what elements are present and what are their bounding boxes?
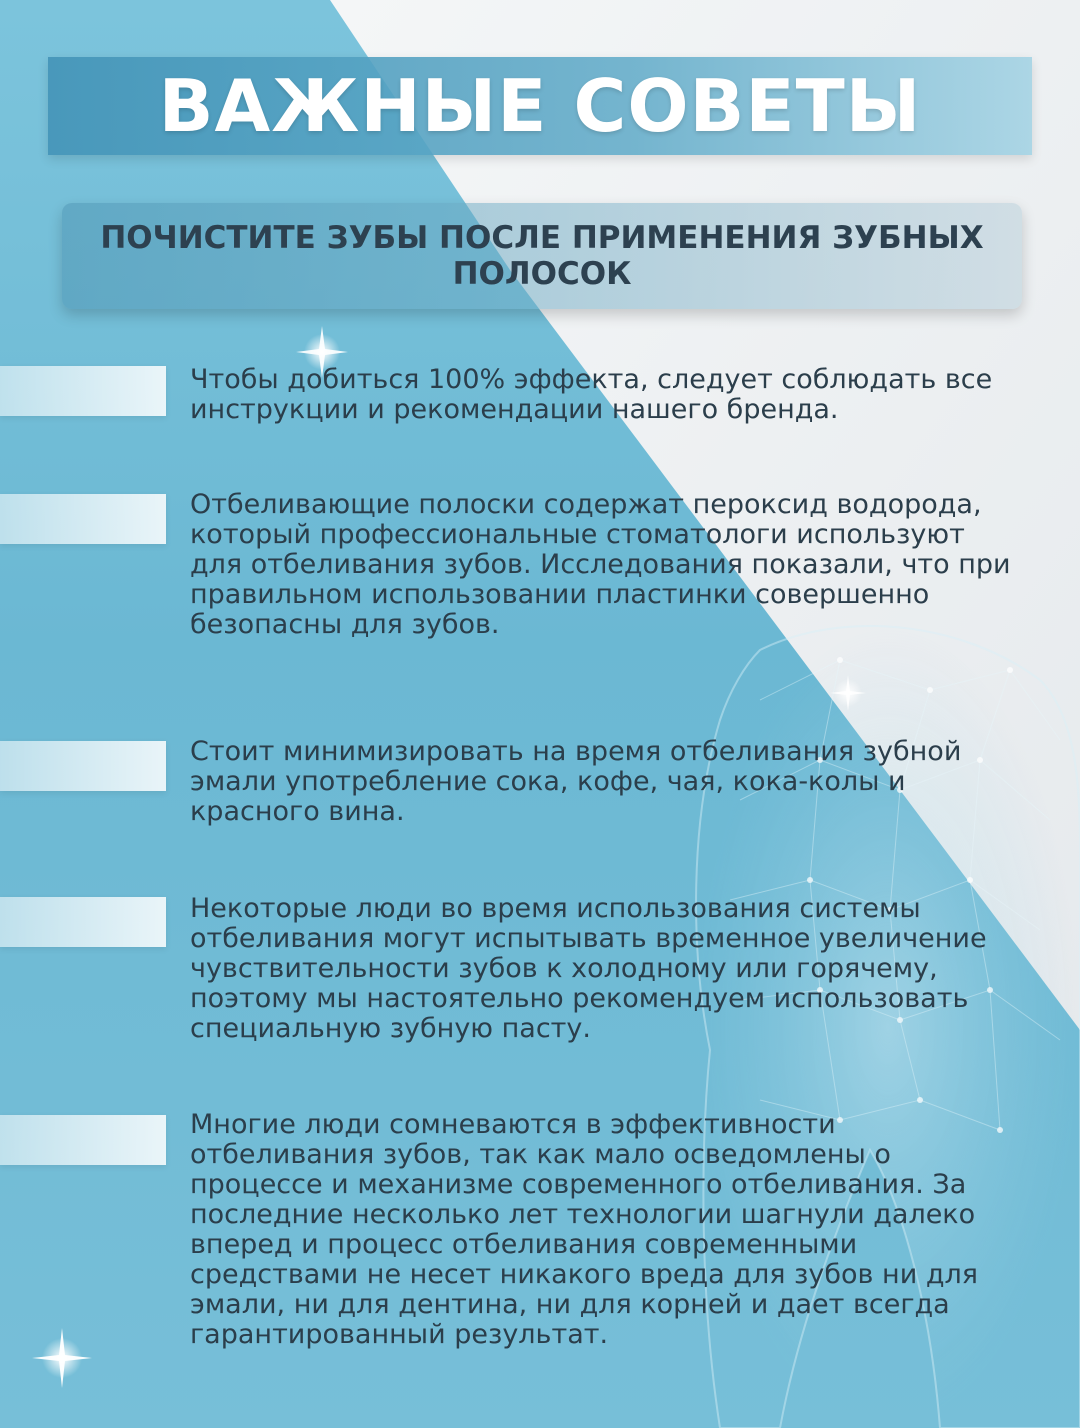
tip-text: Отбеливающие полоски содержат пероксид водорода, который профессиональные стоматологи используют для отбеливания зубов. Исследования показали, что при правильном использовании пластинки совершенно безопасны для зубов. (190, 489, 1011, 640)
page-title: ВАЖНЫЕ СОВЕТЫ (158, 64, 922, 148)
subtitle-banner (62, 203, 1022, 309)
tip-marker (0, 366, 166, 416)
sparkle-icon (32, 1328, 92, 1388)
tip-text: Чтобы добиться 100% эффекта, следует соблюдать все инструкции и рекомендации нашего бренда. (190, 364, 993, 425)
page-subtitle: ПОЧИСТИТЕ ЗУБЫ ПОСЛЕ ПРИМЕНЕНИЯ ЗУБНЫХ ПОЛОСОК (100, 220, 984, 292)
tip-text: Стоит минимизировать на время отбеливания зубной эмали употребление сока, кофе, чая, кока-колы и красного вина. (190, 736, 962, 827)
title-banner (48, 57, 1032, 155)
tip-marker (0, 741, 166, 791)
tip-text: Многие люди сомневаются в эффективности отбеливания зубов, так как мало осведомлены о процессе и механизме современного отбеливания. За последние несколько лет технологии шагнули далеко вперед и процесс отбеливания современными средствами не несет никакого вреда для зубов ни для эмали, ни для дентина, ни для корней и дает всегда гарантированный результат. (190, 1109, 978, 1350)
tip-text: Некоторые люди во время использования системы отбеливания могут испытывать временное увеличение чувствительности зубов к холодному или горячему, поэтому мы настоятельно рекомендуем использовать специальную зубную пасту. (190, 893, 987, 1044)
tip-marker (0, 1115, 166, 1165)
tip-marker (0, 494, 166, 544)
tip-marker (0, 897, 166, 947)
